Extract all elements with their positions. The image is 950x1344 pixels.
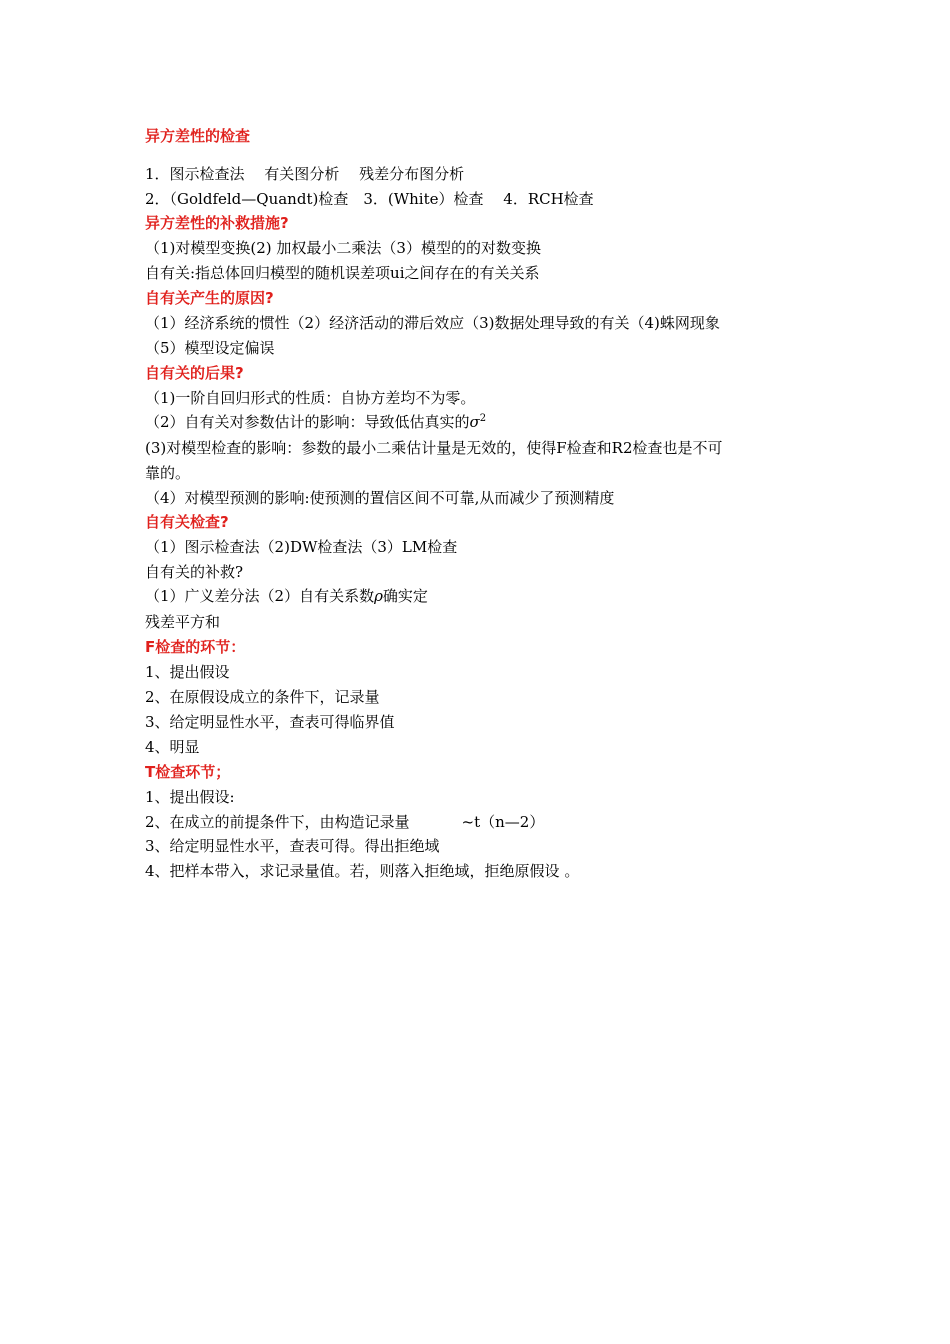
heading-heteroscedasticity-test: 异方差性的检查 — [145, 127, 251, 145]
text-line: （1）图示检查法（2)DW检查法（3）LM检查 — [145, 538, 458, 556]
text-line: 3、给定明显性水平，查表可得。得出拒绝域 — [145, 837, 440, 855]
text-span: 确实定 — [382, 587, 428, 605]
heading-autocorrelation-test: 自有关检查? — [145, 513, 229, 531]
rho-symbol: ρ — [374, 587, 383, 605]
sigma-symbol: σ — [469, 413, 480, 431]
text-span: 2、在成立的前提条件下，由构造记录量 — [145, 813, 410, 831]
text-line: 1、提出假设: — [145, 788, 235, 806]
text-line: 1．图示检查法 有关图分析 残差分布图分析 — [145, 165, 465, 183]
text-line: (3)对模型检查的影响：参数的最小二乘估计量是无效的，使得F检查和R2检查也是不可 — [145, 439, 723, 457]
text-line: 靠的。 — [145, 464, 191, 482]
text-span: ~t（n—2） — [461, 813, 545, 831]
heading-f-test-steps: F检查的环节： — [145, 638, 246, 656]
text-line-t-dist — [145, 812, 544, 832]
text-line: （4）对模型预测的影响:使预测的置信区间不可靠,从而减少了预测精度 — [145, 489, 615, 507]
superscript: 2 — [479, 413, 487, 424]
text-line-rho — [145, 586, 428, 606]
text-line-sigma — [145, 412, 486, 432]
text-line: （1)对模型变换(2) 加权最小二乘法（3）模型的的对数变换 — [145, 239, 541, 257]
text-line: 2、在原假设成立的条件下，记录量 — [145, 688, 380, 706]
text-line: （1)一阶自回归形式的性质：自协方差均不为零。 — [145, 389, 476, 407]
text-line: 自有关的补救? — [145, 563, 244, 581]
heading-remedies: 异方差性的补救措施? — [145, 214, 289, 232]
text-span: （1）广义差分法（2）自有关系数 — [145, 587, 375, 605]
text-line: 2．（Goldfeld—Quandt)检查 3．(White）检查 4．RCH检查 — [145, 190, 594, 208]
heading-autocorrelation-causes: 自有关产生的原因? — [145, 289, 274, 307]
text-line: 1、提出假设 — [145, 663, 230, 681]
text-line: 3、给定明显性水平，查表可得临界值 — [145, 713, 395, 731]
text-span: （2）自有关对参数估计的影响：导致低估真实的 — [145, 413, 470, 431]
heading-autocorrelation-consequences: 自有关的后果? — [145, 364, 244, 382]
text-line: （5）模型设定偏误 — [145, 339, 275, 357]
text-line: 4、明显 — [145, 738, 200, 756]
text-line: （1）经济系统的惯性（2）经济活动的滞后效应（3)数据处理导致的有关（4)蛛网现象 — [145, 314, 720, 332]
heading-t-test-steps: T检查环节； — [145, 763, 231, 781]
text-line: 自有关:指总体回归模型的随机误差项ui之间存在的有关关系 — [145, 264, 540, 282]
text-line: 残差平方和 — [145, 613, 221, 631]
text-line: 4、把样本带入，求记录量值。若，则落入拒绝域，拒绝原假设 。 — [145, 862, 580, 880]
